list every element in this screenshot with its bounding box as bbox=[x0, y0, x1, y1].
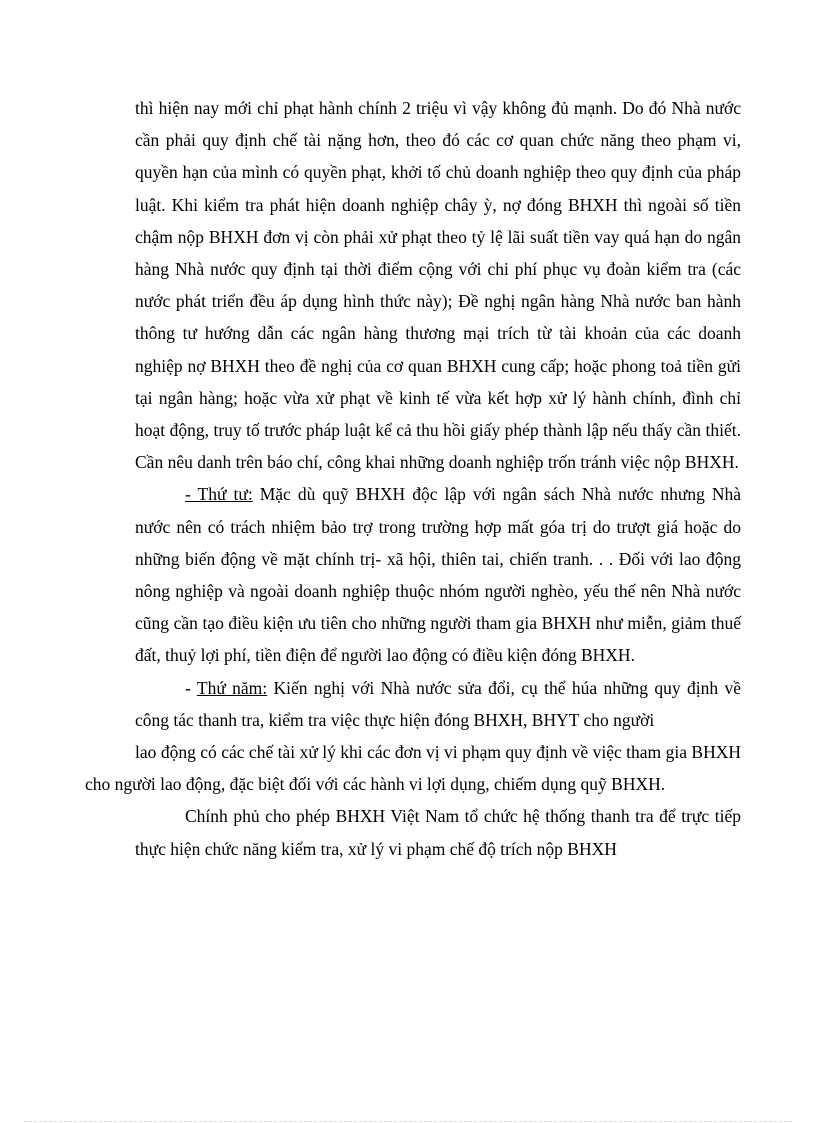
paragraph-penalties: thì hiện nay mới chỉ phạt hành chính 2 triệu vì vậy không đủ mạnh. Do đó Nhà nước cần phải quy định chế tài nặng hơn, theo đó các cơ quan chức năng theo phạm vi, quyền hạn của mình có quyền phạt, khởi tố chủ doanh nghiệp theo quy định của pháp luật. Khi kiểm tra phát hiện doanh nghiệp chây ỳ, nợ đóng BHXH thì ngoài số tiền chậm nộp BHXH đơn vị còn phải xử phạt theo tỷ lệ lãi suất tiền vay quá hạn do ngân hàng Nhà nước quy định tại thời điểm cộng với chi phí phục vụ đoàn kiểm tra (các nước phát triển đều áp dụng hình thức này); Đề nghị ngân hàng Nhà nước ban hành thông tư hướng dẫn các ngân hàng thương mại trích từ tài khoản của các doanh nghiệp nợ BHXH theo đề nghị của cơ quan BHXH cung cấp; hoặc phong toả tiền gửi tại ngân hàng; hoặc vừa xử phạt về kinh tế vừa kết hợp xử lý hành chính, đình chỉ hoạt động, truy tố trước pháp luật kể cả thu hồi giấy phép thành lập nếu thấy cần thiết. Cần nêu danh trên báo chí, công khai những doanh nghiệp trốn tránh việc nộp BHXH. bbox=[135, 98, 741, 473]
page-bottom-divider bbox=[24, 1121, 792, 1122]
paragraph-fifth-body: Kiến nghị với Nhà nước sửa đổi, cụ thể húa những quy định về công tác thanh tra, kiểm tra việc thực hiện đóng BHXH, BHYT cho người bbox=[135, 677, 741, 730]
paragraph-fifth bbox=[85, 672, 741, 801]
paragraph-government: Chính phủ cho phép BHXH Việt Nam tổ chức hệ thống thanh tra để trực tiếp thực hiện chức năng kiểm tra, xử lý vi phạm chế độ trích nộp BHXH bbox=[135, 806, 741, 859]
body-text bbox=[85, 92, 741, 865]
paragraph-fifth-heading: Thứ năm: bbox=[196, 677, 268, 698]
paragraph-fourth bbox=[135, 478, 741, 671]
paragraph-fourth-heading: - Thứ tư: bbox=[185, 484, 253, 505]
paragraph-fifth-prefix: - bbox=[185, 677, 197, 698]
paragraph-fifth-continuation: lao động có các chế tài xử lý khi các đơn vị vi phạm quy định về việc tham gia BHXH cho người lao động, đặc biệt đối với các hành vi lợi dụng, chiếm dụng quỹ BHXH. bbox=[85, 742, 741, 795]
paragraph-fourth-body: Mặc dù quỹ BHXH độc lập với ngân sách Nhà nước nhưng Nhà nước nên có trách nhiệm bảo trợ trong trường hợp mất góa trị do trượt giá hoặc do những biến động về mặt chính trị- xã hội, thiên tai, chiến tranh. . . Đối với lao động nông nghiệp và ngoài doanh nghiệp thuộc nhóm người nghèo, yếu thế nên Nhà nước cũng cần tạo điều kiện ưu tiên cho những người tham gia BHXH như miễn, giảm thuế đất, thuỷ lợi phí, tiền điện để người lao động có điều kiện đóng BHXH. bbox=[135, 484, 741, 666]
